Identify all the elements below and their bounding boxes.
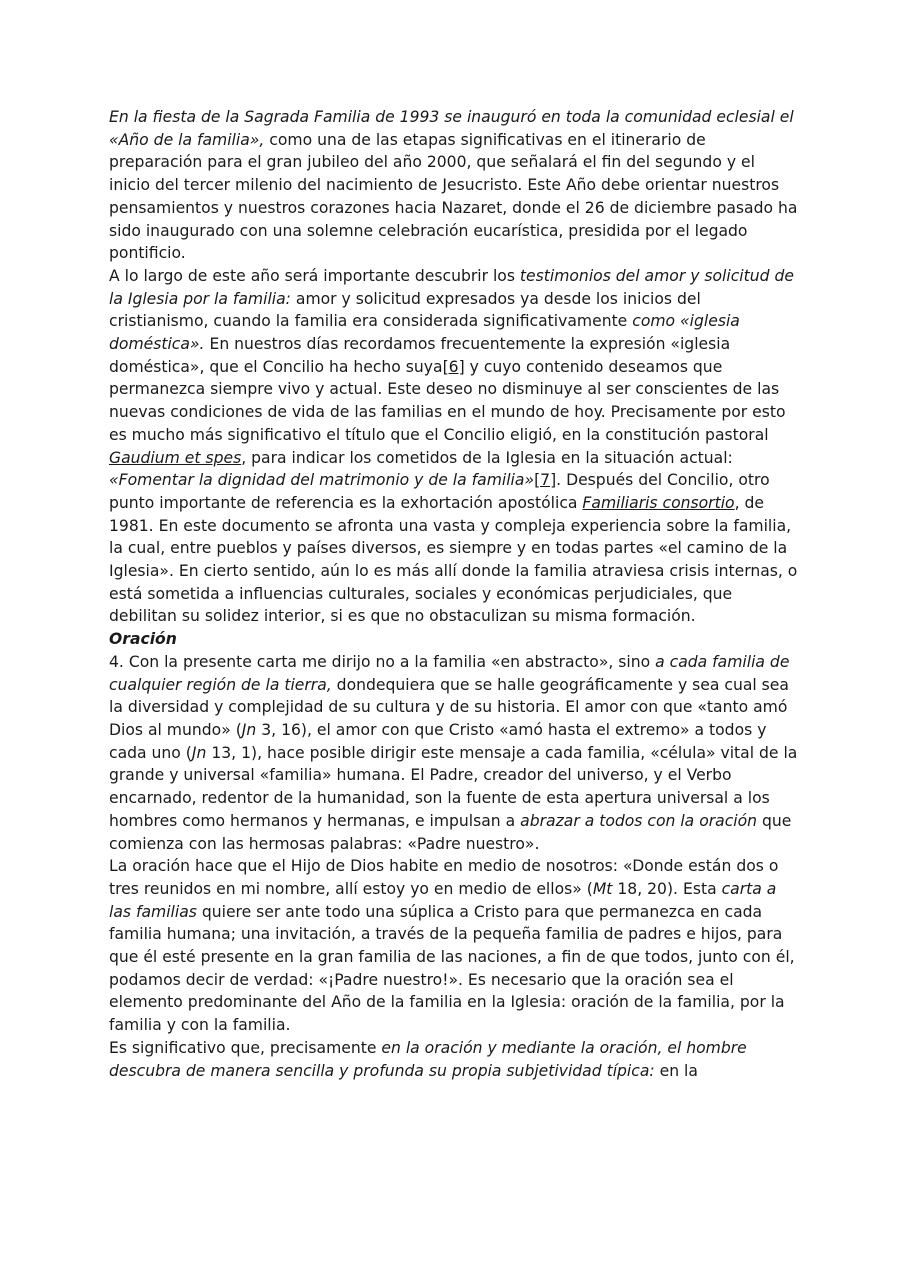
italic-text: abrazar a todos con la oración: [520, 811, 758, 830]
citation-book: Jn: [241, 720, 257, 739]
paragraph-3: 4. Con la presente carta me dirijo no a la familia «en abstracto», sino a cada familia de cualquier región de la tierra, dondequiera que se halle geográficamente y sea cual sea la diversidad y complejidad de su cultura y de su historia. El amor con que «tanto amó Dios al mundo» (Jn 3, 16), el amor con que Cristo «amó hasta el extremo» a todos y cada uno (Jn 13, 1), hace posible dirigir este mensaje a cada familia, «célula» vital de la grande y universal «familia» humana. El Padre, creador del universo, y el Verbo encarnado, redentor de la humanidad, son la fuente de esta apertura universal a los hombres como hermanos y hermanas, e impulsan a abrazar a todos con la oración que comienza con las hermosas palabras: «Padre nuestro».: [109, 652, 798, 853]
italic-text: En la fiesta de la Sagrada Familia de 1993 se inauguró en toda la comunidad eclesial el «Año de la familia»,: [109, 108, 794, 149]
italic-text: a cada familia de cualquier región de la tierra,: [109, 652, 790, 694]
citation-book: Mt: [592, 879, 613, 898]
paragraph-5: Es significativo que, precisamente en la oración y mediante la oración, el hombre descubra de manera sencilla y profunda su propia subjetividad típica: en la: [109, 1038, 747, 1080]
section-heading: Oración: [109, 630, 177, 649]
footnote-link-7[interactable]: [7]: [534, 471, 557, 490]
italic-text: en la oración y mediante la oración, el hombre descubra de manera sencilla y profunda su propia subjetividad típica:: [109, 1038, 747, 1080]
paragraph-1: En la fiesta de la Sagrada Familia de 1993 se inauguró en toda la comunidad eclesial el «Año de la familia», como una de las etapas significativas en el itinerario de preparación para el gran jubileo del año 2000, que señalará el fin del segundo y el inicio del tercer milenio del nacimiento de Jesucristo. Este Año debe orientar nuestros pensamientos y nuestros corazones hacia Nazaret, donde el 26 de diciembre pasado ha sido inaugurado con una solemne celebración eucarística, presidida por el legado pontificio.: [109, 108, 798, 263]
familiaris-consortio-link[interactable]: Familiaris consortio: [582, 493, 735, 512]
italic-text: testimonios del amor y solicitud de la Iglesia por la familia:: [109, 266, 794, 308]
italic-text: «Fomentar la dignidad del matrimonio y de la familia»: [109, 471, 535, 490]
paragraph-4: La oración hace que el Hijo de Dios habite en medio de nosotros: «Donde están dos o tres reunidos en mi nombre, allí estoy yo en medio de ellos» (Mt 18, 20). Esta carta a las familias quiere ser ante todo una súplica a Cristo para que permanezca en cada familia humana; una invitación, a través de la pequeña familia de padres e hijos, para que él esté presente en la gran familia de las naciones, a fin de que todos, junto con él, podamos decir de verdad: «¡Padre nuestro!». Es necesario que la oración sea el elemento predominante del Año de la familia en la Iglesia: oración de la familia, por la familia y con la familia.: [109, 857, 795, 1035]
citation-book: Jn: [191, 743, 207, 762]
italic-text: como «iglesia doméstica».: [109, 312, 740, 354]
paragraph-2: A lo largo de este año será importante descubrir los testimonios del amor y solicitud de la Iglesia por la familia: amor y solicitud expresados ya desde los inicios del cristianismo, cuando la familia era considerada significativamente como «iglesia doméstica». En nuestros días recordamos frecuentemente la expresión «iglesia doméstica», que el Concilio ha hecho suya[6] y cuyo contenido deseamos que permanezca siempre vivo y actual. Este deseo no disminuye al ser conscientes de las nuevas condiciones de vida de las familias en el mundo de hoy. Precisamente por esto es mucho más significativo el título que el Concilio eligió, en la constitución pastoral Gaudium et spes, para indicar los cometidos de la Iglesia en la situación actual: «Fomentar la dignidad del matrimonio y de la familia»[7]. Después del Concilio, otro punto importante de referencia es la exhortación apostólica Familiaris consortio, de 1981. En este documento se afronta una vasta y compleja experiencia sobre la familia, la cual, entre pueblos y países diversos, es siempre y en todas partes «el camino de la Iglesia». En cierto sentido, aún lo es más allí donde la familia atraviesa crisis internas, o está sometida a influencias culturales, sociales y económicas perjudiciales, que debilitan su solidez interior, si es que no obstaculizan su misma formación.: [109, 266, 798, 626]
footnote-link-6[interactable]: [6]: [442, 357, 465, 376]
gaudium-et-spes-link[interactable]: Gaudium et spes: [109, 448, 242, 467]
document-page: [109, 106, 799, 1082]
italic-text: carta a las familias: [109, 879, 777, 921]
